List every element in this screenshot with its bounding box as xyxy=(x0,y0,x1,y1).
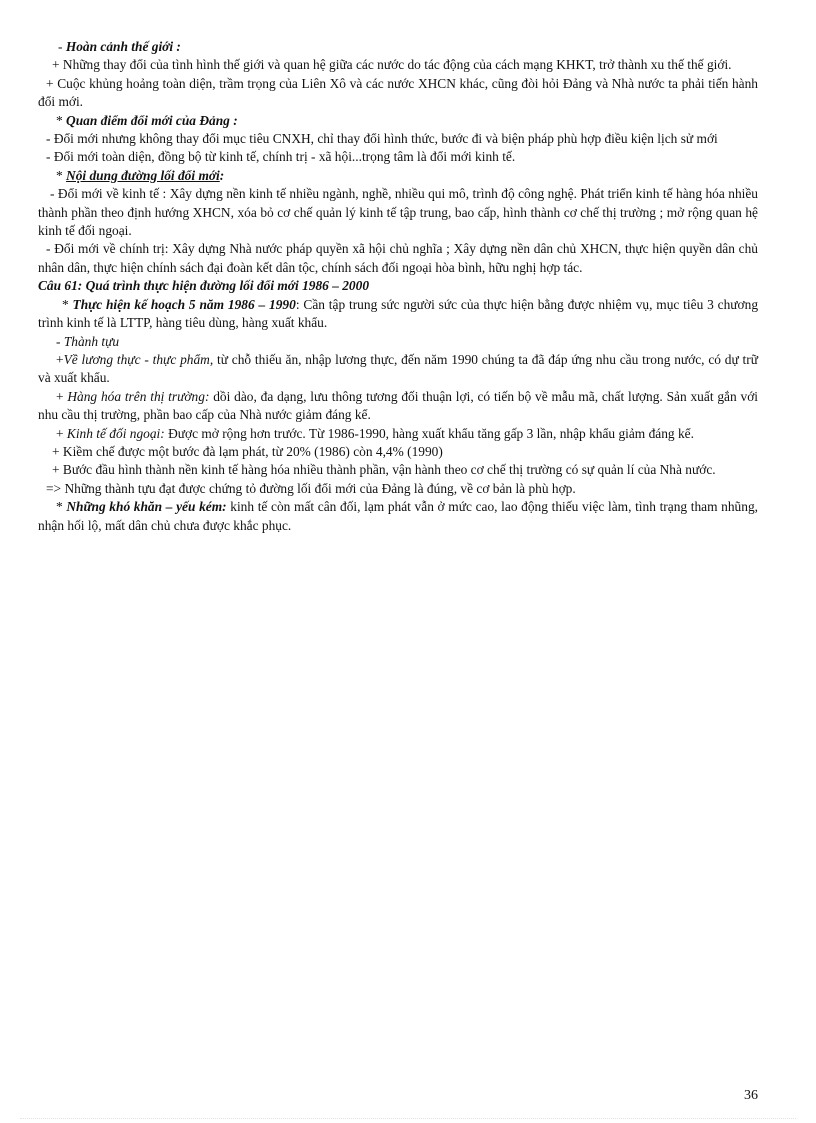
heading-party-viewpoint: * Quan điểm đổi mới của Đảng : xyxy=(56,112,238,128)
document-body xyxy=(38,38,758,535)
paragraph-inflation: + Kiềm chế được một bước đà lạm phát, từ 20% (1986) còn 4,4% (1990) xyxy=(52,443,443,459)
page-bottom-divider xyxy=(20,1118,796,1119)
paragraph-plan-1986-1990: * Thực hiện kế hoạch 5 năm 1986 – 1990: Cần tập trung sức người sức của thực hiện bằng được nhiệm vụ, mục tiêu 3 chương trình kinh tế là LTTP, hàng tiêu dùng, hàng xuất khẩu. xyxy=(38,296,759,331)
paragraph-foreign-economy: + Kinh tế đối ngoại: Được mở rộng hơn trước. Từ 1986-1990, hàng xuất khẩu tăng gấp 3 lần, nhập khẩu giảm đáng kể. xyxy=(56,425,694,441)
heading-achievements: - Thành tựu xyxy=(56,333,120,349)
paragraph-world-changes: + Những thay đổi của tình hình thế giới và quan hệ giữa các nước do tác động của cách mạng KHKT, trở thành xu thế thế giới. xyxy=(52,57,732,73)
paragraph-viewpoint-1: - Đổi mới nhưng không thay đổi mục tiêu CNXH, chỉ thay đổi hình thức, bước đi và biện pháp phù hợp điều kiện lịch sử mới xyxy=(46,131,718,147)
paragraph-soviet-crisis: + Cuộc khủng hoảng toàn diện, trầm trọng của Liên Xô và các nước XHCN khác, cũng đòi hỏi Đảng và Nhà nước ta phải tiến hành đổi mới. xyxy=(38,75,758,110)
page-number: 36 xyxy=(744,1088,758,1103)
heading-world-context: - Hoàn cảnh thế giới : xyxy=(58,39,181,54)
heading-reform-content: * Nội dung đường lối đổi mới: xyxy=(56,167,225,183)
paragraph-difficulties: * Những khó khăn – yếu kém: kinh tế còn mất cân đối, lạm phát vẫn ở mức cao, lao động thiếu việc làm, tình trạng tham nhũng, nhận hối lộ, mất dân chủ chưa được khắc phục. xyxy=(38,499,758,533)
paragraph-political-reform: - Đổi mới về chính trị: Xây dựng Nhà nước pháp quyền xã hội chủ nghĩa ; Xây dựng nền dân chủ XHCN, thực hiện quyền dân chủ nhân dân, thực hiện chính sách đại đoàn kết dân tộc, chính sách đối ngoại hòa bình, hữu nghị hợp tác. xyxy=(38,241,758,275)
question-61-title: Câu 61: Quá trình thực hiện đường lối đổi mới 1986 – 2000 xyxy=(38,278,370,294)
paragraph-economic-reform: - Đổi mới về kinh tế : Xây dựng nền kinh tế nhiều ngành, nghề, nhiều qui mô, trình độ công nghệ. Phát triển kinh tế hàng hóa nhiều thành phần theo định hướng XHCN, xóa bỏ cơ chế quản lý kinh tế tập trung, bao cấp, hình thành cơ chế thị trường ; mở rộng quan hệ kinh tế đối ngoại. xyxy=(38,186,758,239)
paragraph-food: +Về lương thực - thực phẩm, từ chỗ thiếu ăn, nhập lương thực, đến năm 1990 chúng ta đã đáp ứng nhu cầu trong nước, có dự trữ và xuất khẩu. xyxy=(38,351,758,386)
paragraph-viewpoint-2: - Đổi mới toàn diện, đồng bộ từ kinh tế, chính trị - xã hội...trọng tâm là đổi mới kinh tế. xyxy=(46,149,516,165)
paragraph-market-economy: + Bước đầu hình thành nền kinh tế hàng hóa nhiều thành phần, vận hành theo cơ chế thị trường có sự quản lí của Nhà nước. xyxy=(52,462,716,478)
paragraph-market-goods: + Hàng hóa trên thị trường: dồi dào, đa dạng, lưu thông tương đối thuận lợi, có tiến bộ về mẫu mã, chất lượng. Sản xuất gắn với nhu cầu thị trường, phần bao cấp của Nhà nước giảm đáng kể. xyxy=(38,388,758,423)
paragraph-conclusion: => Những thành tựu đạt được chứng tỏ đường lối đổi mới của Đảng là đúng, về cơ bản là phù hợp. xyxy=(46,480,576,496)
